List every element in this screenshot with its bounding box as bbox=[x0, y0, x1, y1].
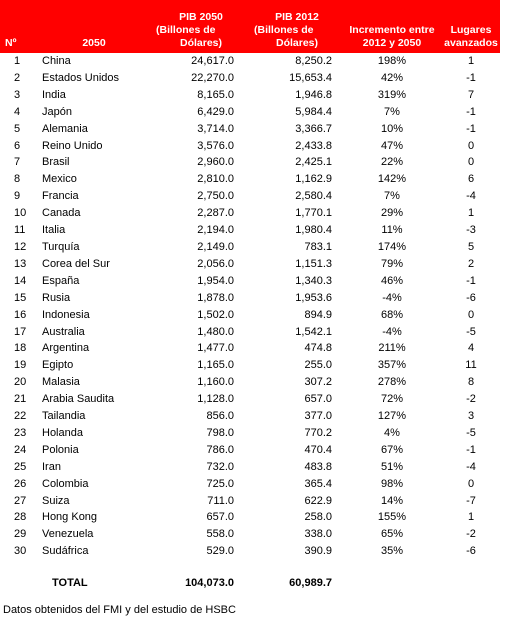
cell-increment: 22% bbox=[380, 156, 404, 169]
cell-rank: 7 bbox=[14, 156, 21, 169]
cell-places: -2 bbox=[466, 528, 476, 541]
cell-pib-2050: 3,576.0 bbox=[197, 139, 234, 152]
cell-increment: 278% bbox=[377, 376, 407, 389]
cell-pib-2050: 732.0 bbox=[206, 460, 234, 473]
header-pib-2012-line-2: (Billones de bbox=[254, 24, 314, 36]
cell-pib-2050: 2,149.0 bbox=[197, 240, 234, 253]
cell-rank: 28 bbox=[14, 511, 27, 524]
cell-pib-2050: 6,429.0 bbox=[197, 105, 234, 118]
cell-places: 0 bbox=[467, 477, 475, 490]
cell-pib-2012: 622.9 bbox=[304, 494, 332, 507]
table-row bbox=[0, 273, 500, 290]
table-row bbox=[0, 53, 500, 70]
cell-pib-2012: 365.4 bbox=[304, 477, 332, 490]
cell-rank: 12 bbox=[14, 240, 27, 253]
cell-pib-2012: 1,162.9 bbox=[295, 173, 332, 186]
table-row bbox=[0, 459, 500, 476]
cell-pib-2012: 2,425.1 bbox=[295, 156, 332, 169]
cell-rank: 14 bbox=[14, 274, 27, 287]
cell-places: -6 bbox=[466, 291, 476, 304]
cell-increment: 155% bbox=[377, 511, 407, 524]
cell-increment: 42% bbox=[380, 71, 404, 84]
cell-rank: 19 bbox=[14, 359, 27, 372]
cell-rank: 15 bbox=[14, 291, 27, 304]
cell-country: China bbox=[42, 55, 71, 67]
table-row bbox=[0, 374, 500, 391]
cell-pib-2012: 894.9 bbox=[304, 308, 332, 321]
table-row bbox=[0, 121, 500, 138]
cell-rank: 10 bbox=[14, 207, 27, 220]
cell-places: -2 bbox=[466, 393, 476, 406]
table-row bbox=[0, 509, 500, 526]
cell-pib-2012: 2,433.8 bbox=[295, 139, 332, 152]
cell-country: Holanda bbox=[42, 426, 83, 439]
cell-pib-2050: 798.0 bbox=[206, 426, 234, 439]
cell-country: Malasia bbox=[42, 376, 80, 389]
cell-rank: 5 bbox=[14, 122, 21, 135]
cell-increment: 67% bbox=[380, 443, 404, 456]
cell-pib-2012: 1,770.1 bbox=[295, 207, 332, 220]
cell-country: Brasil bbox=[42, 156, 70, 169]
cell-pib-2050: 2,194.0 bbox=[197, 224, 234, 237]
header-pib-2050 bbox=[150, 0, 248, 53]
cell-places: 1 bbox=[467, 55, 475, 67]
cell-places: -4 bbox=[466, 460, 476, 473]
total-row bbox=[0, 574, 500, 592]
cell-rank: 23 bbox=[14, 426, 27, 439]
cell-country: India bbox=[42, 88, 66, 101]
cell-country: Reino Unido bbox=[42, 139, 103, 152]
cell-pib-2012: 1,340.3 bbox=[295, 274, 332, 287]
cell-rank: 1 bbox=[14, 55, 21, 67]
cell-pib-2050: 2,750.0 bbox=[197, 190, 234, 203]
cell-rank: 4 bbox=[14, 105, 21, 118]
cell-country: Estados Unidos bbox=[42, 71, 120, 84]
cell-country: Egipto bbox=[42, 359, 74, 372]
cell-pib-2050: 711.0 bbox=[207, 494, 234, 507]
cell-country: Hong Kong bbox=[42, 511, 98, 524]
cell-places: -5 bbox=[466, 426, 476, 439]
cell-places: 2 bbox=[467, 257, 475, 270]
cell-pib-2012: 770.2 bbox=[304, 426, 332, 439]
table-row bbox=[0, 340, 500, 357]
cell-increment: 72% bbox=[380, 393, 404, 406]
table-row bbox=[0, 290, 500, 307]
cell-increment: 35% bbox=[380, 545, 404, 558]
source-note: Datos obtenidos del FMI y del estudio de HSBC bbox=[3, 604, 236, 616]
header-num: Nº bbox=[5, 37, 17, 49]
cell-country: Turquía bbox=[42, 240, 80, 253]
cell-country: Italia bbox=[42, 224, 66, 237]
cell-pib-2050: 1,128.0 bbox=[197, 393, 234, 406]
table-row bbox=[0, 138, 500, 155]
header-pib-2050-line-3: Dólares) bbox=[179, 37, 222, 49]
cell-pib-2012: 1,980.4 bbox=[295, 224, 332, 237]
cell-pib-2012: 474.8 bbox=[304, 342, 332, 355]
table-row bbox=[0, 357, 500, 374]
cell-pib-2012: 470.4 bbox=[304, 443, 332, 456]
table-row bbox=[0, 307, 500, 324]
cell-pib-2050: 2,056.0 bbox=[197, 257, 234, 270]
cell-pib-2050: 3,714.0 bbox=[197, 122, 234, 135]
table-row bbox=[0, 70, 500, 87]
cell-places: -3 bbox=[466, 224, 476, 237]
cell-rank: 29 bbox=[14, 528, 27, 541]
cell-increment: 46% bbox=[380, 274, 404, 287]
cell-country: Alemania bbox=[42, 122, 88, 135]
total-pib-2050: 104,073.0 bbox=[185, 577, 234, 590]
cell-rank: 2 bbox=[14, 71, 21, 84]
cell-places: 4 bbox=[467, 342, 475, 355]
cell-pib-2050: 24,617.0 bbox=[191, 55, 234, 67]
header-places bbox=[442, 0, 500, 53]
cell-increment: 4% bbox=[384, 426, 400, 439]
cell-country: Tailandia bbox=[42, 410, 86, 423]
cell-places: 6 bbox=[467, 173, 475, 186]
cell-country: Australia bbox=[42, 325, 85, 338]
table-header bbox=[0, 0, 500, 53]
cell-places: -4 bbox=[466, 190, 476, 203]
table-row bbox=[0, 425, 500, 442]
cell-pib-2012: 390.9 bbox=[304, 545, 332, 558]
cell-increment: -4% bbox=[382, 291, 402, 304]
cell-increment: 47% bbox=[380, 139, 404, 152]
cell-places: -1 bbox=[466, 105, 476, 118]
cell-rank: 9 bbox=[14, 190, 21, 203]
cell-country: Arabia Saudita bbox=[42, 393, 115, 406]
cell-increment: 14% bbox=[380, 494, 404, 507]
cell-increment: -4% bbox=[382, 325, 402, 338]
cell-pib-2050: 1,502.0 bbox=[197, 308, 234, 321]
cell-country: España bbox=[42, 274, 80, 287]
cell-pib-2012: 15,653.4 bbox=[289, 71, 332, 84]
cell-places: 3 bbox=[467, 410, 475, 423]
cell-pib-2012: 307.2 bbox=[304, 376, 332, 389]
cell-pib-2050: 786.0 bbox=[206, 443, 234, 456]
cell-increment: 319% bbox=[377, 88, 407, 101]
header-increment-line-1: Incremento entre bbox=[349, 24, 435, 36]
table-row bbox=[0, 256, 500, 273]
cell-pib-2012: 657.0 bbox=[304, 393, 332, 406]
cell-pib-2012: 255.0 bbox=[304, 359, 332, 372]
cell-increment: 198% bbox=[377, 55, 407, 67]
header-country: 2050 bbox=[82, 37, 106, 49]
cell-pib-2012: 483.8 bbox=[304, 460, 332, 473]
cell-pib-2012: 1,151.3 bbox=[295, 257, 332, 270]
cell-pib-2050: 1,160.0 bbox=[197, 376, 234, 389]
cell-rank: 26 bbox=[14, 477, 27, 490]
cell-rank: 25 bbox=[14, 460, 27, 473]
cell-increment: 7% bbox=[384, 190, 400, 203]
table-row bbox=[0, 188, 500, 205]
cell-pib-2050: 1,480.0 bbox=[197, 325, 234, 338]
header-increment-line-2: 2012 y 2050 bbox=[362, 37, 422, 49]
cell-places: -1 bbox=[466, 443, 476, 456]
cell-pib-2012: 783.1 bbox=[304, 240, 332, 253]
cell-increment: 127% bbox=[377, 410, 407, 423]
cell-increment: 10% bbox=[380, 122, 404, 135]
cell-increment: 357% bbox=[377, 359, 407, 372]
cell-country: Canada bbox=[42, 207, 81, 220]
cell-places: 0 bbox=[467, 156, 475, 169]
cell-pib-2012: 8,250.2 bbox=[295, 55, 332, 67]
cell-pib-2050: 2,960.0 bbox=[197, 156, 234, 169]
cell-pib-2012: 2,580.4 bbox=[295, 190, 332, 203]
cell-increment: 98% bbox=[380, 477, 404, 490]
spacer-row bbox=[0, 560, 500, 574]
header-increment bbox=[342, 0, 442, 53]
cell-pib-2012: 1,542.1 bbox=[295, 325, 332, 338]
cell-country: Venezuela bbox=[42, 528, 94, 541]
table-row bbox=[0, 476, 500, 493]
cell-rank: 21 bbox=[14, 393, 27, 406]
table-body bbox=[0, 53, 500, 560]
cell-country: Indonesia bbox=[42, 308, 90, 321]
table-row bbox=[0, 408, 500, 425]
cell-rank: 20 bbox=[14, 376, 27, 389]
cell-increment: 174% bbox=[377, 240, 407, 253]
header-places-line-1: Lugares bbox=[450, 24, 492, 36]
cell-places: 5 bbox=[467, 240, 475, 253]
cell-pib-2050: 1,954.0 bbox=[197, 274, 234, 287]
header-pib-2050-line-2: (Billones de bbox=[156, 24, 216, 36]
header-pib-2012-line-3: Dólares) bbox=[275, 37, 318, 49]
cell-country: Argentina bbox=[42, 342, 90, 355]
cell-increment: 11% bbox=[381, 224, 403, 237]
header-row bbox=[0, 0, 500, 53]
table-row bbox=[0, 171, 500, 188]
cell-pib-2050: 529.0 bbox=[206, 545, 234, 558]
cell-country: Francia bbox=[42, 190, 79, 203]
table-row bbox=[0, 222, 500, 239]
table-row bbox=[0, 391, 500, 408]
cell-increment: 7% bbox=[384, 105, 400, 118]
table-footer bbox=[0, 560, 500, 592]
table-row bbox=[0, 154, 500, 171]
cell-country: Corea del Sur bbox=[42, 257, 110, 270]
cell-pib-2050: 2,287.0 bbox=[197, 207, 234, 220]
cell-places: -1 bbox=[466, 274, 476, 287]
table-row bbox=[0, 87, 500, 104]
cell-pib-2050: 1,477.0 bbox=[197, 342, 234, 355]
header-pib-2050-line-1: PIB 2050 bbox=[179, 11, 223, 23]
cell-country: Japón bbox=[42, 105, 72, 118]
cell-places: -5 bbox=[466, 325, 476, 338]
cell-places: -1 bbox=[466, 122, 476, 135]
table-row bbox=[0, 324, 500, 341]
cell-rank: 6 bbox=[14, 139, 21, 152]
cell-pib-2012: 258.0 bbox=[304, 511, 332, 524]
cell-pib-2012: 377.0 bbox=[304, 410, 332, 423]
cell-places: 1 bbox=[467, 511, 475, 524]
cell-rank: 27 bbox=[14, 494, 27, 507]
cell-increment: 211% bbox=[378, 342, 406, 355]
cell-country: Rusia bbox=[42, 291, 71, 304]
cell-places: 0 bbox=[467, 308, 475, 321]
total-label: TOTAL bbox=[52, 577, 88, 590]
header-places-line-2: avanzados bbox=[444, 37, 498, 49]
cell-pib-2050: 8,165.0 bbox=[197, 88, 234, 101]
cell-rank: 8 bbox=[14, 173, 21, 186]
cell-pib-2012: 1,946.8 bbox=[295, 88, 332, 101]
cell-pib-2050: 856.0 bbox=[206, 410, 234, 423]
cell-increment: 65% bbox=[380, 528, 404, 541]
cell-pib-2012: 1,953.6 bbox=[295, 291, 332, 304]
cell-pib-2050: 725.0 bbox=[206, 477, 234, 490]
cell-places: -6 bbox=[466, 545, 476, 558]
table-row bbox=[0, 543, 500, 560]
cell-places: 8 bbox=[467, 376, 475, 389]
table-row bbox=[0, 205, 500, 222]
cell-rank: 22 bbox=[14, 410, 27, 423]
table-row bbox=[0, 442, 500, 459]
cell-rank: 30 bbox=[14, 545, 27, 558]
cell-places: -1 bbox=[466, 71, 476, 84]
cell-pib-2050: 1,878.0 bbox=[197, 291, 234, 304]
cell-increment: 51% bbox=[380, 460, 404, 473]
cell-rank: 18 bbox=[14, 342, 27, 355]
spacer-cell bbox=[0, 560, 500, 574]
cell-places: -7 bbox=[466, 494, 476, 507]
table-row bbox=[0, 493, 500, 510]
cell-increment: 142% bbox=[377, 173, 407, 186]
table-row bbox=[0, 526, 500, 543]
cell-rank: 3 bbox=[14, 88, 21, 101]
cell-pib-2012: 3,366.7 bbox=[295, 122, 332, 135]
table-row bbox=[0, 239, 500, 256]
cell-rank: 13 bbox=[14, 257, 27, 270]
cell-increment: 29% bbox=[380, 207, 404, 220]
total-pib-2012: 60,989.7 bbox=[289, 577, 332, 590]
cell-rank: 16 bbox=[14, 308, 27, 321]
cell-country: Suiza bbox=[42, 494, 70, 507]
cell-increment: 68% bbox=[380, 308, 404, 321]
cell-places: 0 bbox=[467, 139, 475, 152]
cell-pib-2050: 657.0 bbox=[206, 511, 234, 524]
table-row bbox=[0, 104, 500, 121]
cell-increment: 79% bbox=[380, 257, 404, 270]
cell-country: Mexico bbox=[42, 173, 77, 186]
cell-pib-2012: 5,984.4 bbox=[295, 105, 332, 118]
cell-pib-2050: 2,810.0 bbox=[197, 173, 234, 186]
cell-pib-2050: 22,270.0 bbox=[191, 71, 234, 84]
cell-pib-2012: 338.0 bbox=[304, 528, 332, 541]
header-pib-2012-line-1: PIB 2012 bbox=[275, 11, 319, 23]
cell-places: 11 bbox=[465, 359, 477, 372]
cell-places: 1 bbox=[467, 207, 475, 220]
cell-places: 7 bbox=[467, 88, 475, 101]
cell-pib-2050: 1,165.0 bbox=[197, 359, 234, 372]
cell-country: Polonia bbox=[42, 443, 79, 456]
cell-country: Sudáfrica bbox=[42, 545, 89, 558]
cell-rank: 17 bbox=[14, 325, 27, 338]
cell-country: Colombia bbox=[42, 477, 89, 490]
cell-pib-2050: 558.0 bbox=[206, 528, 234, 541]
cell-rank: 11 bbox=[14, 224, 26, 237]
header-pib-2012 bbox=[248, 0, 342, 53]
cell-country: Iran bbox=[42, 460, 61, 473]
cell-rank: 24 bbox=[14, 443, 27, 456]
